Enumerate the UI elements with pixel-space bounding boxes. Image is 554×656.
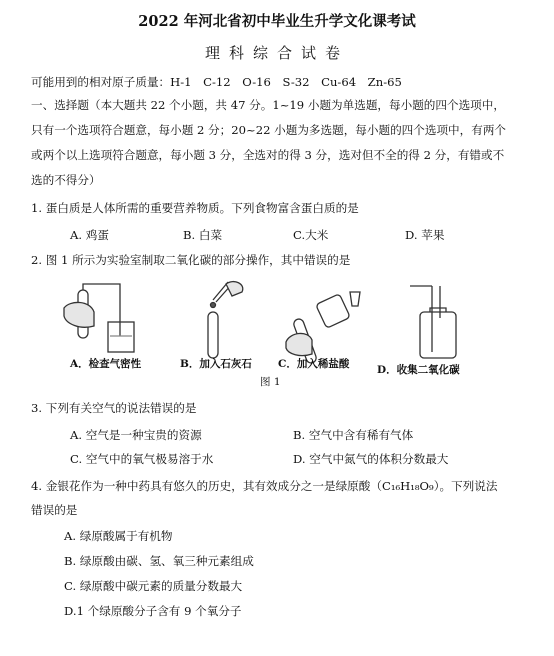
q3-option-d: D. 空气中氮气的体积分数最大 (293, 452, 449, 466)
hand-a (64, 302, 94, 327)
hand-b (226, 282, 243, 296)
section1-line-1: 一、选择题（本大题共 22 个小题，共 47 分。1~19 小题为单选题，每小题的四个选项中， (31, 98, 505, 112)
q3-stem: 3. 下列有关空气的说法错误的是 (31, 401, 197, 415)
reagent-bottle-c (316, 294, 351, 329)
test-tube-b (208, 312, 218, 358)
q2-figure (50, 278, 482, 390)
q1-option-d: D. 苹果 (405, 228, 445, 242)
q4-option-d: D.1 个绿原酸分子含有 9 个氧分子 (64, 604, 242, 618)
q4-option-c: C. 绿原酸中碳元素的质量分数最大 (64, 579, 243, 593)
figure-label: 图 1 (260, 376, 281, 388)
stopper-c (350, 292, 360, 306)
q1-stem: 1. 蛋白质是人体所需的重要营养物质。下列食物富含蛋白质的是 (31, 201, 359, 215)
tubes-d (432, 286, 440, 352)
q4-stem-line2: 错误的是 (31, 503, 78, 517)
caption-d: D．收集二氧化碳 (377, 364, 460, 376)
hand-c (286, 333, 312, 355)
section1-line-4: 选的不得分） (31, 173, 101, 187)
exam-title: 2022 年河北省初中毕业生升学文化课考试 (138, 13, 416, 30)
caption-b: B．加入石灰石 (180, 358, 252, 370)
section1-line-2: 只有一个选项符合题意，每小题 2 分；20~22 小题为多选题，每小题的四个选项中，有两个 (31, 123, 507, 137)
q4-option-b: B. 绿原酸由碳、氢、氧三种元素组成 (64, 554, 254, 568)
exam-subtitle: 理科综合试卷 (204, 44, 349, 62)
q3-option-b: B. 空气中含有稀有气体 (293, 428, 414, 442)
q3-option-c: C. 空气中的氧气极易溶于水 (70, 452, 214, 466)
q1-option-c: C.大米 (293, 228, 329, 242)
q3-option-a: A. 空气是一种宝贵的资源 (70, 428, 202, 442)
caption-a: A．检查气密性 (70, 358, 142, 370)
q1-option-a: A. 鸡蛋 (70, 228, 109, 242)
atomic-masses: 可能用到的相对原子质量：H-1 C-12 O-16 S-32 Cu-64 Zn-65 (31, 75, 402, 89)
q4-stem-line1: 4. 金银花作为一种中药具有悠久的历史，其有效成分之一是绿原酸（C₁₆H₁₈O₉）。下列说法 (31, 479, 498, 493)
beaker-a (108, 322, 134, 352)
gas-bottle-d (420, 312, 456, 358)
q4-option-a: A. 绿原酸属于有机物 (64, 529, 173, 543)
limestone-b (211, 303, 216, 308)
caption-c: C．加入稀盐酸 (278, 358, 350, 370)
q1-option-b: B. 白菜 (183, 228, 223, 242)
q2-stem: 2. 图 1 所示为实验室制取二氧化碳的部分操作，其中错误的是 (31, 253, 351, 267)
section1-line-3: 或两个以上选项符合题意，每小题 3 分，全选对的得 3 分，选对但不全的得 2 分，有错或不 (31, 148, 505, 162)
